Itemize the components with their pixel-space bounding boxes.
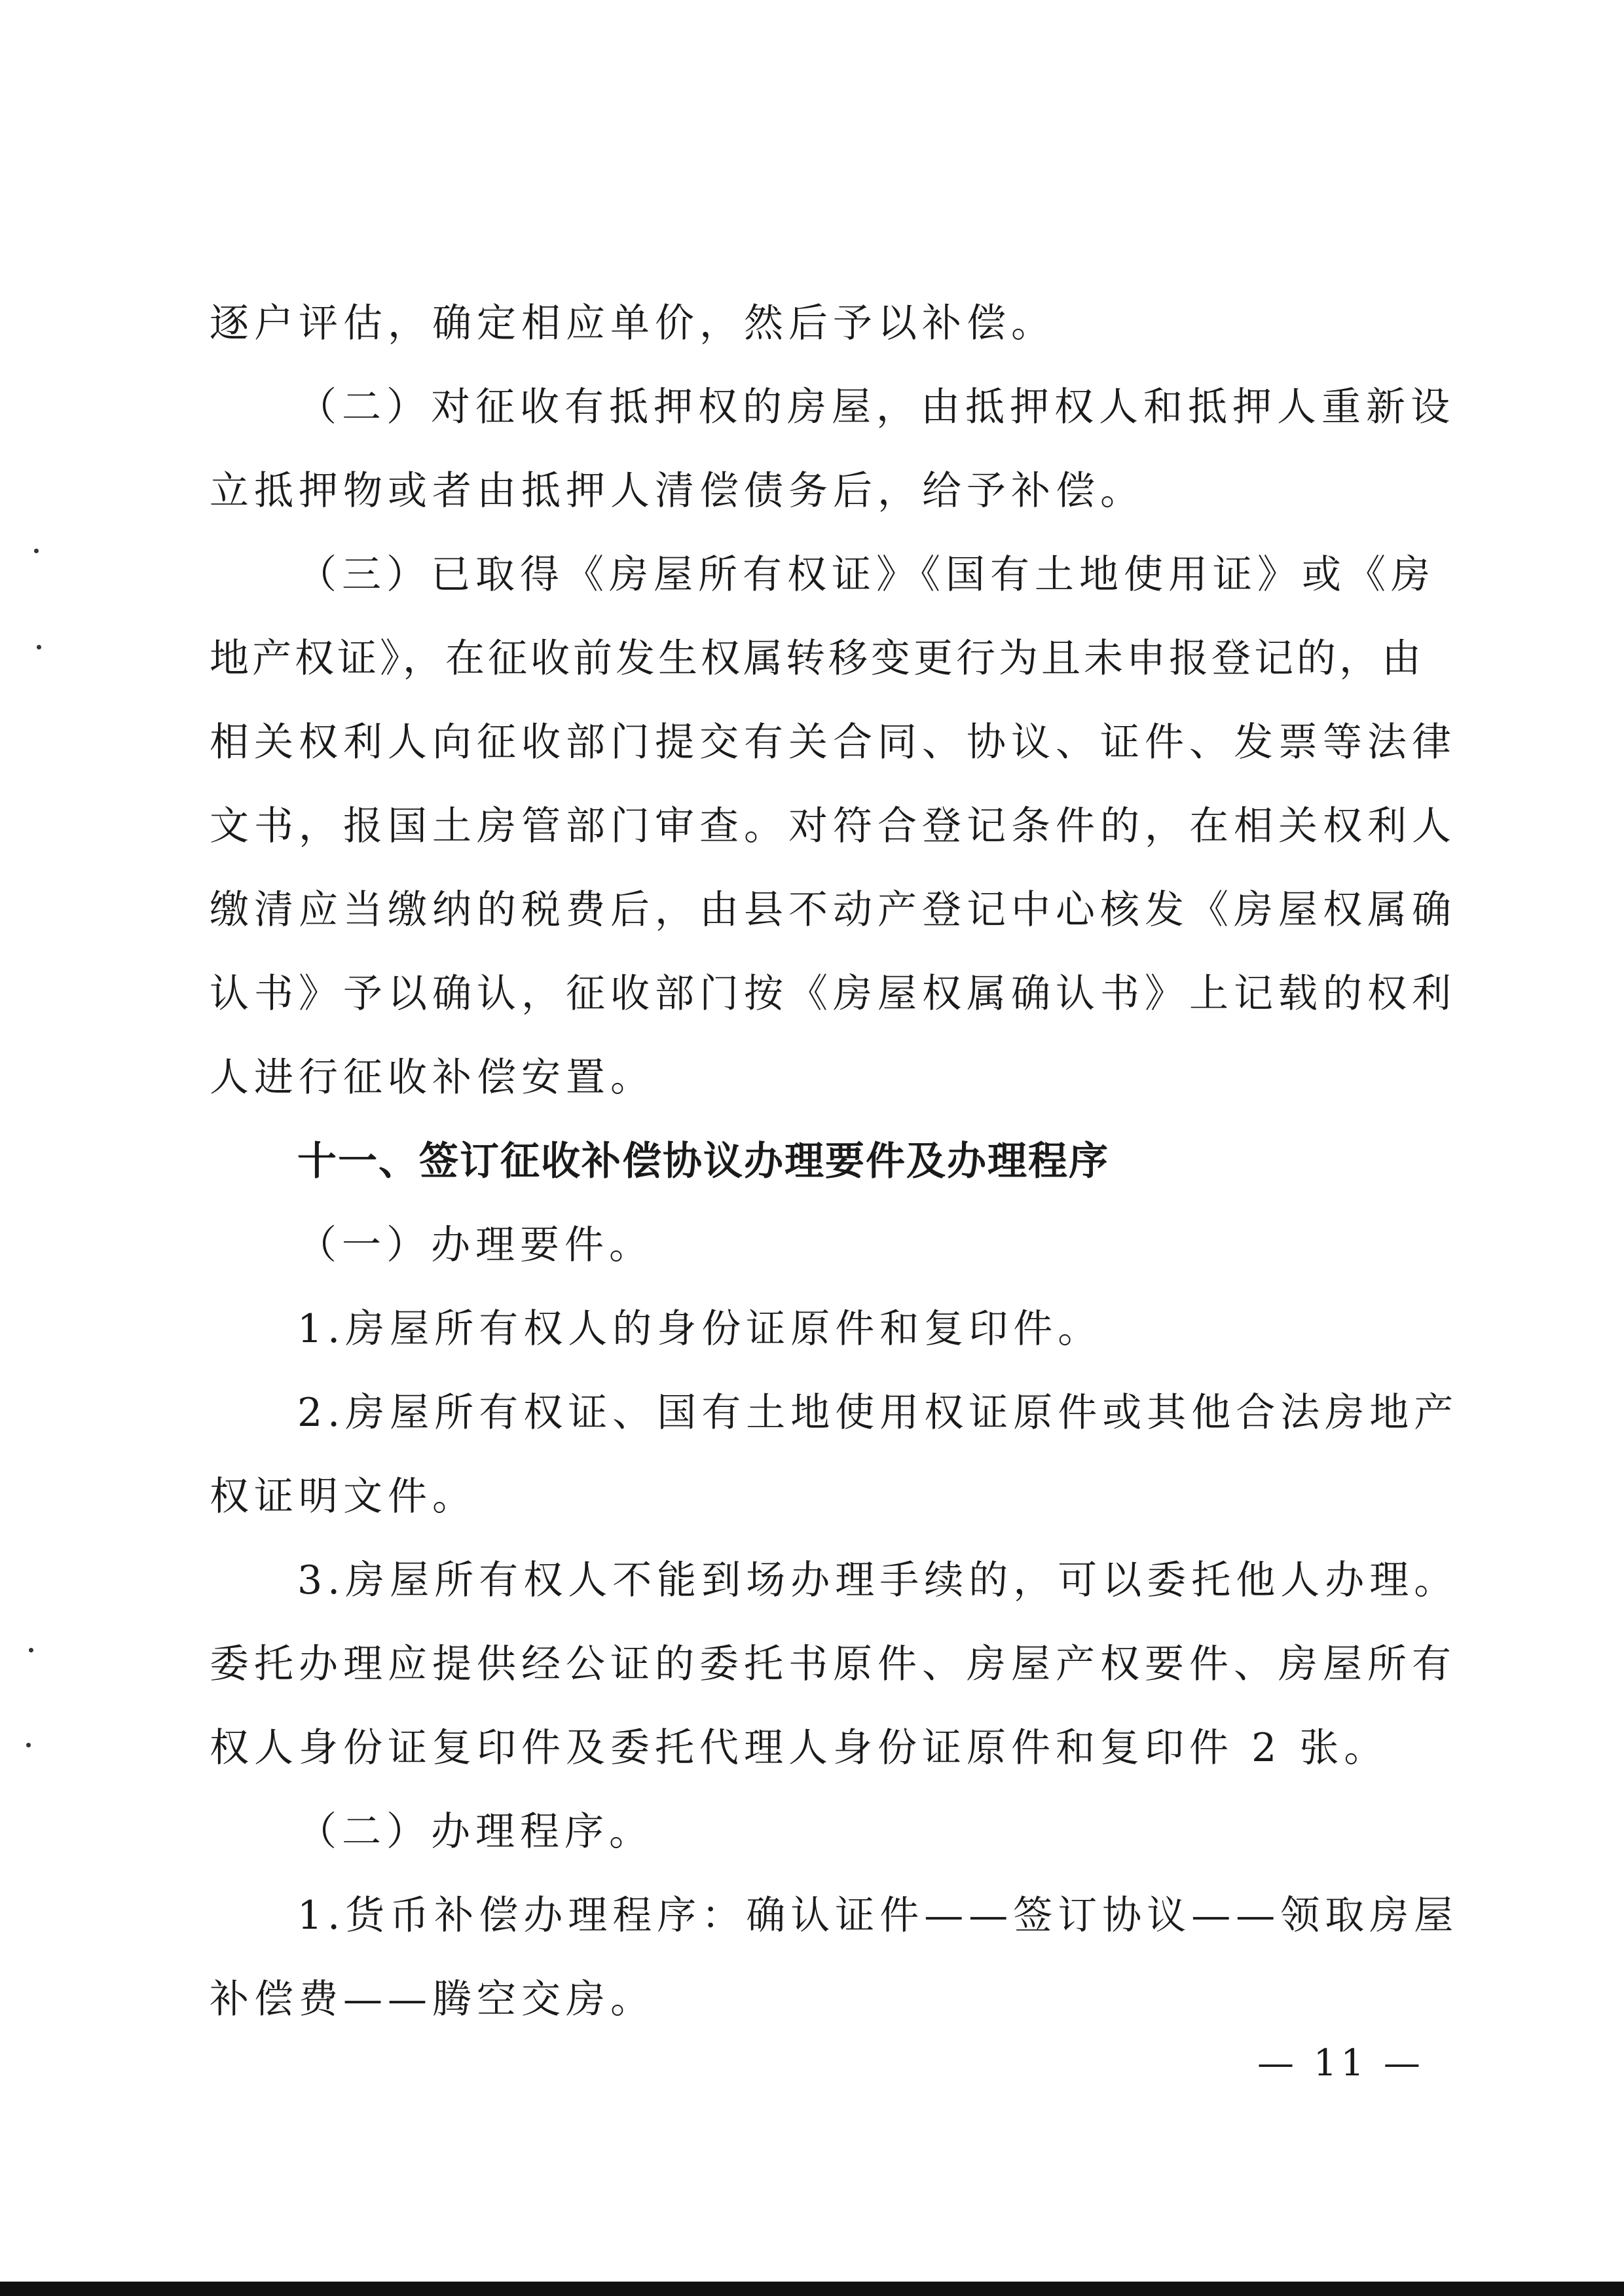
body-text-line: 逐户评估，确定相应单价，然后予以补偿。	[210, 301, 1056, 346]
subsection-heading: （一）办理要件。	[297, 1222, 654, 1268]
list-item: 2.房屋所有权证、国有土地使用权证原件或其他合法房地产	[297, 1390, 1459, 1436]
scan-border	[0, 2282, 1624, 2296]
list-item: 3.房屋所有权人不能到场办理手续的，可以委托他人办理。	[297, 1558, 1459, 1603]
body-text-line: 权证明文件。	[210, 1474, 477, 1520]
body-text-line: 立抵押物或者由抵押人清偿债务后，给予补偿。	[210, 468, 1145, 514]
body-text-line: 文书，报国土房管部门审查。对符合登记条件的，在相关权利人	[210, 803, 1456, 849]
body-text-line: 地产权证》，在征收前发生权属转移变更行为且未申报登记的，由	[210, 636, 1424, 682]
body-text-line: 补偿费——腾空交房。	[210, 1977, 655, 2022]
list-item: 1.货币补偿办理程序：确认证件——签订协议——领取房屋	[297, 1893, 1459, 1939]
scan-speck	[26, 1743, 31, 1747]
document-body	[210, 282, 1459, 2041]
scan-speck	[37, 645, 41, 649]
body-text-line: 相关权利人向征收部门提交有关合同、协议、证件、发票等法律	[210, 720, 1456, 765]
body-text-line: 认书》予以确认，征收部门按《房屋权属确认书》上记载的权利	[210, 971, 1456, 1017]
list-item: 1.房屋所有权人的身份证原件和复印件。	[297, 1306, 1103, 1352]
body-text-line: 人进行征收补偿安置。	[210, 1055, 655, 1101]
section-heading: 十一、签订征收补偿协议办理要件及办理程序	[297, 1139, 1109, 1184]
body-text-line: （二）对征收有抵押权的房屋，由抵押权人和抵押人重新设	[297, 384, 1455, 430]
body-text-line: （三）已取得《房屋所有权证》《国有土地使用证》或《房	[297, 552, 1435, 598]
body-text-line: 缴清应当缴纳的税费后，由县不动产登记中心核发《房屋权属确	[210, 887, 1456, 933]
scan-speck	[34, 549, 39, 553]
body-text-line: 权人身份证复印件及委托代理人身份证原件和复印件 2 张。	[210, 1725, 1389, 1771]
subsection-heading: （二）办理程序。	[297, 1809, 654, 1855]
body-text-line: 委托办理应提供经公证的委托书原件、房屋产权要件、房屋所有	[210, 1641, 1456, 1687]
page-number: — 11 —	[1257, 2042, 1424, 2085]
scan-speck	[29, 1648, 33, 1652]
